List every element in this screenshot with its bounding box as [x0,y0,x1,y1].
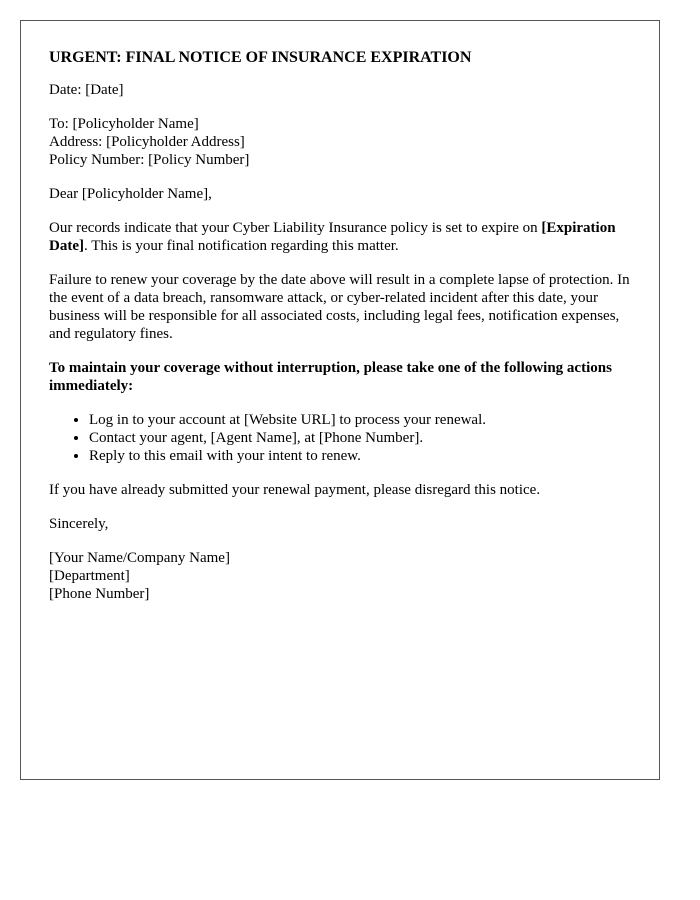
paragraph-expiration [49,219,631,255]
action-heading: To maintain your coverage without interruption, please take one of the following actions immediately: [49,360,612,394]
paragraph-consequences: Failure to renew your coverage by the date above will result in a complete lapse of protection. In the event of a data breach, ransomware attack, or cyber-related incident after this date, your business will be responsible for all associated costs, including legal fees, notification expenses, and regulatory fines. [49,272,630,342]
action-list [49,411,631,465]
paragraph-expiration-tail: . This is your final notification regarding this matter. [83,238,399,254]
action-item-contact-agent: • Contact your agent, [Agent Name], at [Phone Number]. [89,429,631,447]
paragraph-disregard: If you have already submitted your renewal payment, please disregard this notice. [49,482,541,498]
letter-title: URGENT: FINAL NOTICE OF INSURANCE EXPIRATION [49,49,472,66]
signature-name: [Your Name/Company Name] [49,550,230,566]
signature-block [49,549,631,603]
closing: Sincerely, [49,516,109,532]
recipient-block [49,115,631,169]
letter-page [20,20,660,780]
recipient-policy-number: Policy Number: [Policy Number] [49,152,250,168]
salutation: Dear [Policyholder Name], [49,186,212,202]
paragraph-expiration-lead: Our records indicate that your Cyber Liability Insurance policy is set to expire on [49,220,542,236]
recipient-to: To: [Policyholder Name] [49,116,199,132]
expiration-date: [Expiration Date] [49,220,616,254]
signature-phone: [Phone Number] [49,586,150,602]
signature-department: [Department] [49,568,130,584]
action-item-reply-email: • Reply to this email with your intent to renew. [89,447,631,465]
action-item-login: • Log in to your account at [Website URL] to process your renewal. [89,411,631,429]
recipient-address: Address: [Policyholder Address] [49,134,245,150]
date-line: Date: [Date] [49,82,124,98]
